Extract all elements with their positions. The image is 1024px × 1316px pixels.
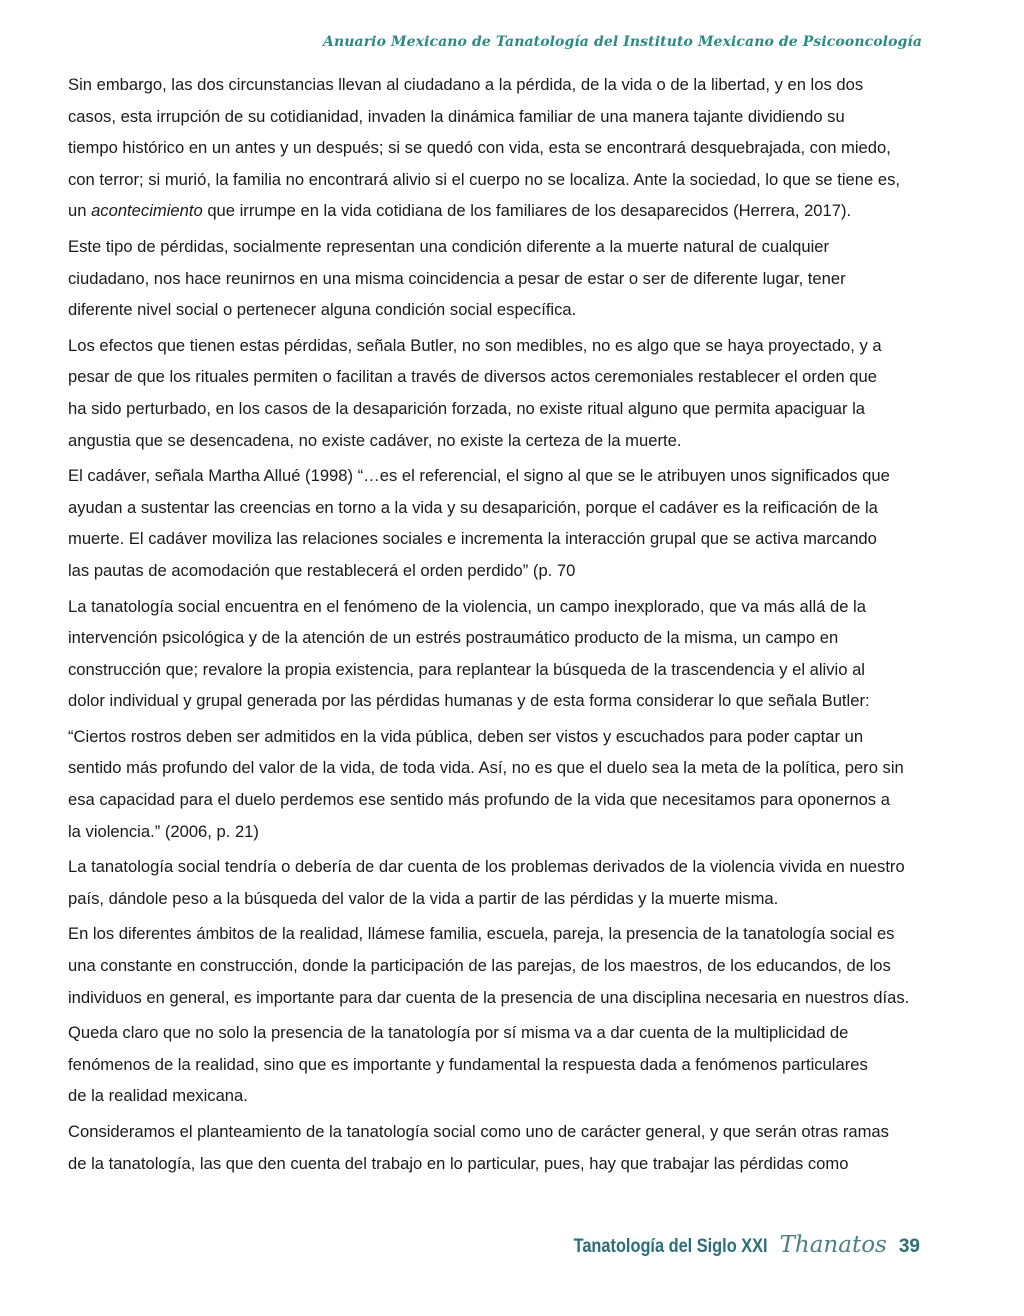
body-text bbox=[68, 69, 973, 1183]
text-line: Los efectos que tienen estas pérdidas, señala Butler, no son medibles, no es algo que se haya proyectado, y a bbox=[68, 335, 882, 355]
text-line: dolor individual y grupal generada por las pérdidas humanas y de esta forma considerar lo que señala Butler: bbox=[68, 691, 870, 711]
text-line: ha sido perturbado, en los casos de la desaparición forzada, no existe ritual alguno que permita apaciguar la bbox=[68, 398, 866, 418]
text-line: la violencia.” (2006, p. 21) bbox=[68, 821, 259, 841]
text-segment: un bbox=[68, 201, 92, 221]
text-line: país, dándole peso a la búsqueda del valor de la vida a partir de las pérdidas y la muerte misma. bbox=[68, 888, 779, 908]
text-line: ayudan a sustentar las creencias en torno a la vida y su desaparición, porque el cadáver es la reificación de la bbox=[68, 497, 878, 517]
text-line: con terror; si murió, la familia no encontrará alivio si el cuerpo no se localiza. Ante la sociedad, lo que se tiene es, bbox=[68, 169, 900, 189]
text-line: angustia que se desencadena, no existe cadáver, no existe la certeza de la muerte. bbox=[68, 430, 682, 450]
paragraph bbox=[68, 1017, 973, 1112]
text-line: Queda claro que no solo la presencia de la tanatología por sí misma va a dar cuenta de la multiplicidad de bbox=[68, 1023, 849, 1043]
text-line: “Ciertos rostros deben ser admitidos en la vida pública, deben ser vistos y escuchados para poder captar un bbox=[68, 726, 864, 746]
footer-title: Tanatología del Siglo XXI bbox=[573, 1236, 768, 1257]
text-line: construcción que; revalore la propia existencia, para replantear la búsqueda de la trascendencia y el alivio al bbox=[68, 659, 865, 679]
text-line: casos, esta irrupción de su cotidianidad, invaden la dinámica familiar de una manera tajante dividiendo su bbox=[68, 106, 845, 126]
text-segment: que irrumpe en la vida cotidiana de los familiares de los desaparecidos (Herrera, 2017). bbox=[202, 201, 852, 221]
paragraph bbox=[68, 69, 973, 227]
block-quote bbox=[68, 721, 973, 847]
paragraph bbox=[68, 918, 973, 1013]
text-line: Consideramos el planteamiento de la tanatología social como uno de carácter general, y que serán otras ramas bbox=[68, 1122, 889, 1141]
page-footer bbox=[542, 1232, 920, 1258]
paragraph bbox=[68, 231, 973, 326]
text-line: sentido más profundo del valor de la vida, de toda vida. Así, no es que el duelo sea la meta de la política, pero sin bbox=[68, 758, 904, 778]
text-line: esa capacidad para el duelo perdemos ese sentido más profundo de la vida que necesitamos para oponernos a bbox=[68, 790, 890, 810]
text-line: fenómenos de la realidad, sino que es importante y fundamental la respuesta dada a fenómenos particulares bbox=[68, 1054, 868, 1074]
text-line: tiempo histórico en un antes y un después; si se quedó con vida, esta se encontrará desquebrajada, con miedo, bbox=[68, 138, 891, 158]
paragraph bbox=[68, 460, 973, 586]
paragraph bbox=[68, 851, 973, 914]
text-line: intervención psicológica y de la atención de un estrés postraumático producto de la misma, un campo en bbox=[68, 628, 839, 648]
text-line bbox=[68, 195, 973, 227]
text-line: Este tipo de pérdidas, socialmente representan una condición diferente a la muerte natural de cualquier bbox=[68, 236, 830, 256]
text-line: de la realidad mexicana. bbox=[68, 1086, 248, 1106]
text-line: ciudadano, nos hace reunirnos en una misma coincidencia a pesar de estar o ser de diferente lugar, tener bbox=[68, 268, 846, 288]
text-line: La tanatología social tendría o debería de dar cuenta de los problemas derivados de la violencia vivida en nuestro bbox=[68, 857, 905, 877]
text-line: muerte. El cadáver moviliza las relaciones sociales e incrementa la interacción grupal que se activa marcando bbox=[68, 529, 877, 549]
paragraph bbox=[68, 1116, 973, 1179]
paragraph bbox=[68, 591, 973, 717]
text-line: una constante en construcción, donde la participación de las parejas, de los maestros, de los educandos, de los bbox=[68, 956, 891, 976]
text-line: las pautas de acomodación que restablecerá el orden perdido” (p. 70 bbox=[68, 560, 576, 580]
running-header: Anuario Mexicano de Tanatología del Instituto Mexicano de Psicooncología bbox=[323, 34, 922, 50]
text-line: de la tanatología, las que den cuenta del trabajo en lo particular, pues, hay que trabajar las pérdidas como bbox=[68, 1153, 849, 1173]
text-line: En los diferentes ámbitos de la realidad, llámese familia, escuela, pareja, la presencia de la tanatología social es bbox=[68, 924, 895, 944]
text-line: La tanatología social encuentra en el fenómeno de la violencia, un campo inexplorado, que va más allá de la bbox=[68, 596, 866, 616]
text-line: El cadáver, señala Martha Allué (1998) “…es el referencial, el signo al que se le atribuyen unos significados que bbox=[68, 466, 890, 486]
thanatos-logo: Thanatos bbox=[779, 1232, 887, 1258]
text-line: pesar de que los rituales permiten o facilitan a través de diversos actos ceremoniales restablecer el orden que bbox=[68, 367, 877, 387]
italic-term: acontecimiento bbox=[91, 201, 203, 221]
page-number: 39 bbox=[898, 1236, 920, 1257]
paragraph bbox=[68, 330, 973, 456]
text-line: diferente nivel social o pertenecer alguna condición social específica. bbox=[68, 300, 577, 320]
text-line: Sin embargo, las dos circunstancias llevan al ciudadano a la pérdida, de la vida o de la libertad, y en los dos bbox=[68, 75, 864, 94]
text-line: individuos en general, es importante para dar cuenta de la presencia de una disciplina necesaria en nuestros días. bbox=[68, 987, 910, 1007]
